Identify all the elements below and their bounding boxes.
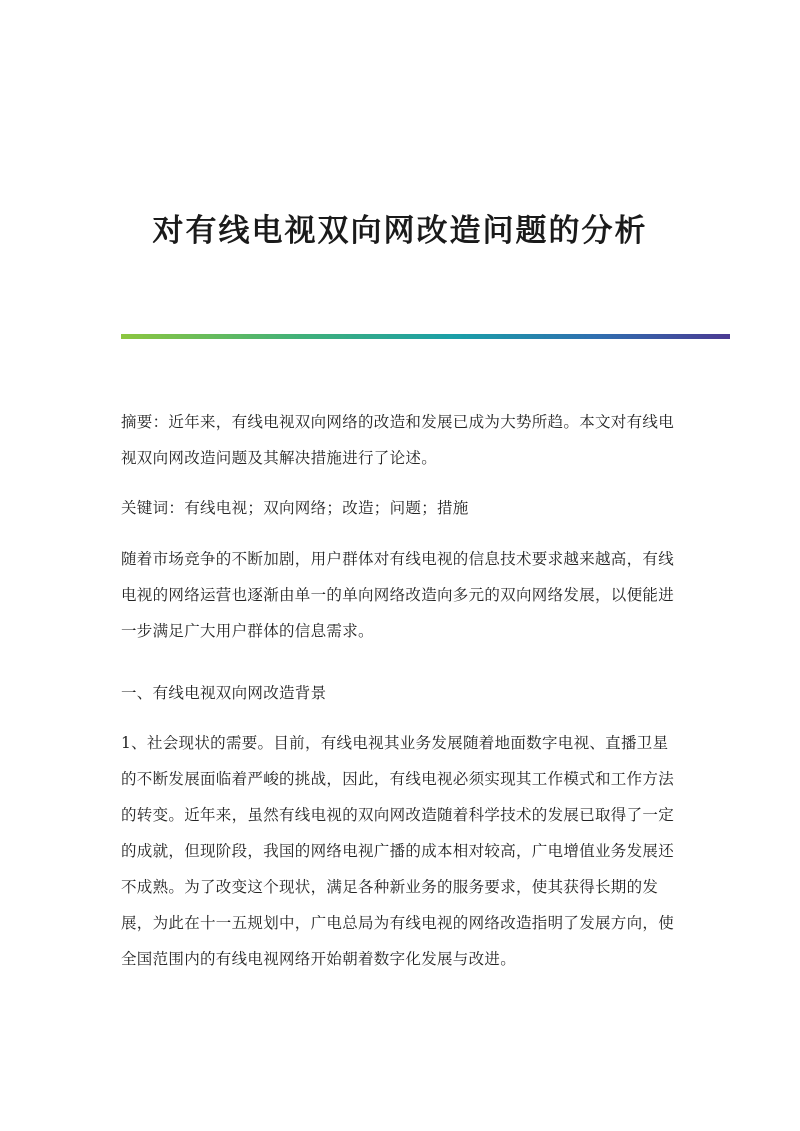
- section-heading: 一、有线电视双向网改造背景: [121, 684, 327, 702]
- abstract-paragraph: 摘要：近年来，有线电视双向网络的改造和发展已成为大势所趋。本文对有线电视双向网改造问题及其解决措施进行了论述。: [121, 413, 675, 467]
- intro-paragraph: 随着市场竞争的不断加剧，用户群体对有线电视的信息技术要求越来越高，有线电视的网络运营也逐渐由单一的单向网络改造向多元的双向网络发展，以便能进一步满足广大用户群体的信息需求。: [121, 550, 675, 640]
- document-title: 对有线电视双向网改造问题的分析: [152, 212, 648, 249]
- section1-paragraph: 1、社会现状的需要。目前，有线电视其业务发展随着地面数字电视、直播卫星的不断发展面临着严峻的挑战，因此，有线电视必须实现其工作模式和工作方法的转变。近年来，虽然有线电视的双向网改造随着科学技术的发展已取得了一定的成就，但现阶段，我国的网络电视广播的成本相对较高，广电增值业务发展还不成熟。为了改变这个现状，满足各种新业务的服务要求，使其获得长期的发展，为此在十一五规划中，广电总局为有线电视的网络改造指明了发展方向，使全国范围内的有线电视网络开始朝着数字化发展与改进。: [121, 734, 675, 968]
- keywords-paragraph: 关键词：有线电视；双向网络；改造；问题；措施: [121, 499, 469, 517]
- gradient-divider: [121, 334, 730, 339]
